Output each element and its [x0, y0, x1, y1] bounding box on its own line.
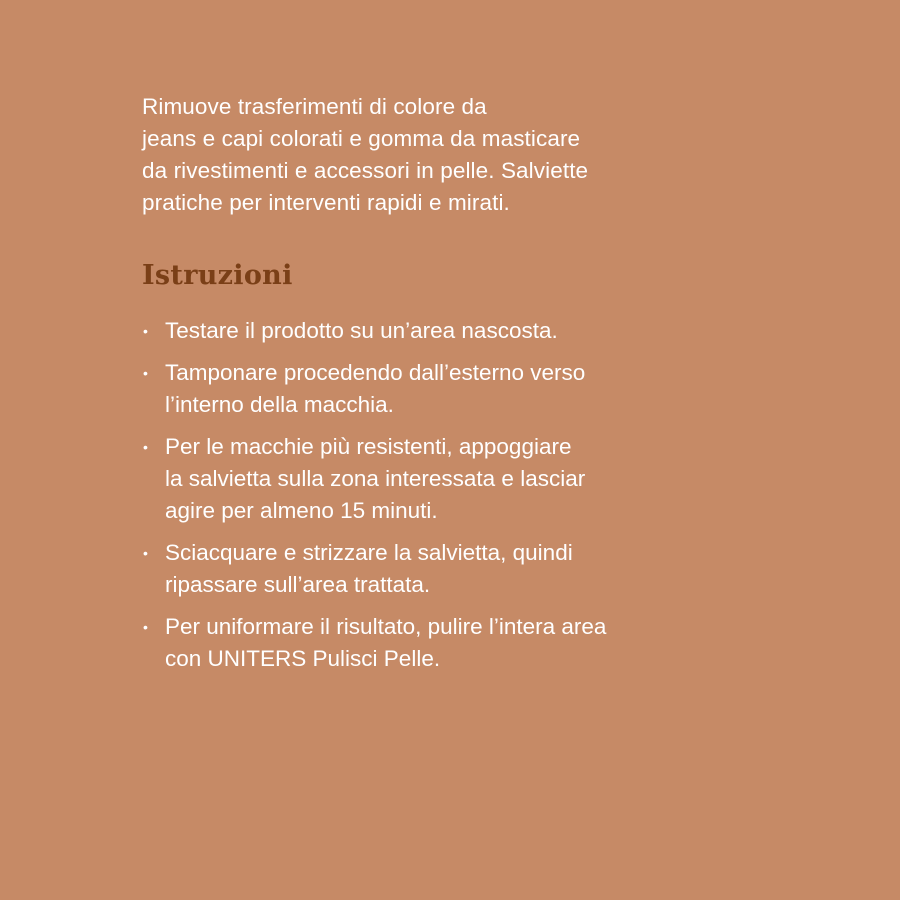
bullet-icon: • — [143, 545, 148, 562]
step-line: agire per almeno 15 minuti. — [165, 498, 438, 524]
content-block — [142, 91, 842, 685]
intro-line: jeans e capi colorati e gomma da masticare — [142, 126, 581, 151]
bullet-icon: • — [143, 439, 148, 456]
bullet-icon: • — [143, 619, 148, 636]
intro-paragraph — [142, 91, 842, 219]
instruction-step — [142, 431, 842, 527]
intro-line: da rivestimenti e accessori in pelle. Salviette — [142, 158, 589, 183]
bullet-icon: • — [143, 365, 148, 382]
step-line: ripassare sull’area trattata. — [165, 572, 431, 598]
intro-line: pratiche per interventi rapidi e mirati. — [142, 190, 510, 215]
intro-line: Rimuove trasferimenti di colore da — [142, 94, 487, 119]
instruction-step — [142, 315, 842, 347]
step-line: Per uniformare il risultato, pulire l’intera area — [165, 614, 607, 640]
bullet-icon: • — [143, 323, 148, 340]
step-line: la salvietta sulla zona interessata e lasciar — [165, 466, 586, 492]
instruction-step — [142, 357, 842, 421]
instruction-step — [142, 611, 842, 675]
step-line: Sciacquare e strizzare la salvietta, quindi — [165, 540, 573, 566]
step-line: Testare il prodotto su un’area nascosta. — [165, 318, 558, 344]
instructions-list — [142, 315, 842, 675]
step-line: con UNITERS Pulisci Pelle. — [165, 646, 441, 672]
instructions-heading: Istruzioni — [142, 260, 293, 291]
step-line: Per le macchie più resistenti, appoggiare — [165, 434, 572, 460]
step-line: l’interno della macchia. — [165, 392, 394, 418]
instruction-step — [142, 537, 842, 601]
step-line: Tamponare procedendo dall’esterno verso — [165, 360, 586, 386]
